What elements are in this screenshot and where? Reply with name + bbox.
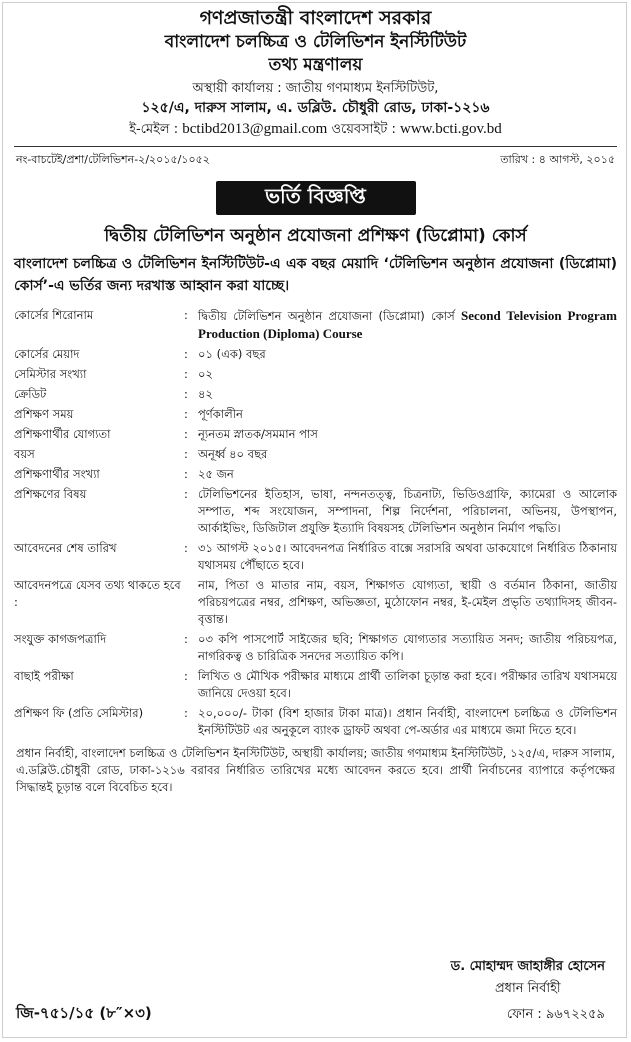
detail-row-age: বয়স : অনূর্ধ্ব ৪০ বছর	[14, 443, 617, 463]
email-label: ই-মেইল :	[129, 122, 179, 137]
detail-value: ২০,০০০/- টাকা (বিশ হাজার টাকা মাত্র)। প্রধান নির্বাহী, বাংলাদেশ চলচ্চিত্র ও টেলিভিশন ইনস্টিটিউট এর অনুকূলে ব্যাংক ড্রাফট অথবা পে-অর্ডার এর মাধ্যমে জমা দিতে হবে।	[198, 706, 617, 737]
detail-row-fee: প্রশিক্ষণ ফি (প্রতি সেমিস্টার) : ২০,০০০/- টাকা (বিশ হাজার টাকা মাত্র)। প্রধান নির্বাহী, বাংলাদেশ চলচ্চিত্র ও টেলিভিশন ইনস্টিটিউট এর অনুকূলে ব্যাংক ড্রাফট অথবা পে-অর্ডার এর মাধ্যমে জমা দিতে হবে।	[14, 702, 617, 739]
institute-name: বাংলাদেশ চলচ্চিত্র ও টেলিভিশন ইনস্টিটিউট	[164, 32, 467, 52]
detail-key: প্রশিক্ষণার্থীর সংখ্যা	[14, 467, 100, 481]
detail-key: আবেদনের শেষ তারিখ	[14, 541, 117, 555]
government-title: গণপ্রজাতন্ত্রী বাংলাদেশ সরকার	[199, 7, 432, 29]
detail-value: লিখিত ও মৌখিক পরীক্ষার মাধ্যমে প্রার্থী তালিকা চূড়ান্ত করা হবে। পরীক্ষার তারিখ যথাসময়ে জানিয়ে দেওয়া হবে।	[198, 669, 617, 700]
course-details-table	[14, 307, 617, 739]
detail-row-title: কোর্সের শিরোনাম : দ্বিতীয় টেলিভিশন অনুষ্ঠান প্রযোজনা (ডিপ্লোমা) কোর্স Second Television Program Production (Diploma) Course	[14, 308, 618, 341]
memo-number: নং-বাচটেই/প্রশা/টেলিভিশন-২/২০১৫/১০৫২	[16, 153, 210, 166]
letterhead	[14, 6, 617, 140]
detail-key: ক্রেডিট	[14, 387, 47, 401]
course-title: দ্বিতীয় টেলিভিশন অনুষ্ঠান প্রযোজনা প্রশিক্ষণ (ডিপ্লোমা) কোর্স	[104, 226, 527, 246]
detail-key: প্রশিক্ষণ সময়	[14, 407, 74, 421]
detail-key: প্রশিক্ষণার্থীর যোগ্যতা	[14, 427, 111, 441]
office-address-line2: ১২৫/এ, দারুস সালাম, এ. ডব্লিউ. চৌধুরী রোড, ঢাকা-১২১৬	[141, 100, 490, 116]
detail-value: পূর্ণকালীন	[198, 407, 243, 421]
detail-key: প্রশিক্ষণ ফি (প্রতি সেমিস্টার)	[14, 706, 144, 720]
detail-row-qualification: প্রশিক্ষণার্থীর যোগ্যতা : ন্যূনতম স্নাতক/সমমান পাস	[14, 423, 617, 443]
detail-key: প্রশিক্ষণের বিষয়	[14, 487, 87, 501]
detail-value: ০১ (এক) বছর	[198, 347, 266, 361]
website-label: ওয়েবসাইট :	[331, 122, 396, 137]
reference-line	[14, 151, 617, 169]
detail-value-english: Second Television Program Production (Diploma) Course	[198, 308, 618, 341]
ad-code: জি-৭৫১/১৫ (৮″×৩)	[16, 1004, 152, 1022]
detail-row-credit: ক্রেডিট : ৪২	[14, 383, 617, 403]
detail-key: বয়স	[14, 447, 35, 461]
detail-key: আবেদনপত্রে যেসব তথ্য থাকতে হবে :	[14, 578, 181, 609]
detail-value: ৩১ আগস্ট ২০১৫। আবেদনপত্র নির্ধারিত বাক্সে সরাসরি অথবা ডাকযোগে নির্ধারিত ঠিকানায় যথাসময় পৌঁছাতে হবে।	[198, 541, 617, 572]
intro-paragraph: বাংলাদেশ চলচ্চিত্র ও টেলিভিশন ইনস্টিটিউট-এ এক বছর মেয়াদি ‘টেলিভিশন অনুষ্ঠান প্রযোজনা (ডিপ্লোমা) কোর্স’-এ ভর্তির জন্য দরখাস্ত আহ্বান করা যাচ্ছে।	[14, 256, 617, 294]
detail-row-subjects: প্রশিক্ষণের বিষয় : টেলিভিশনের ইতিহাস, ভাষা, নন্দনতত্ত্ব, চিত্রনাট্য, ভিডিওগ্রাফি, ক্যামেরা ও আলোক সম্পাত, শব্দ সংযোজন, সম্পাদনা, শিল্প নির্দেশনা, পরিচালনা, অভিনয়, উপস্থাপন, আর্কাইভিং, ডিজিটাল প্রযুক্তি ইত্যাদি বিষয়সহ টেলিভিশন অনুষ্ঠান নির্মাণ পদ্ধতি।	[14, 483, 617, 537]
detail-value: ০২	[198, 367, 213, 381]
detail-value: নাম, পিতা ও মাতার নাম, বয়স, শিক্ষাগত যোগ্যতা, স্থায়ী ও বর্তমান ঠিকানা, জাতীয় পরিচয়পত্রের নম্বর, প্রশিক্ষণ, অভিজ্ঞতা, মুঠোফোন নম্বর, ই-মেইল প্রভৃতি তথ্যাদিসহ জীবন-বৃত্তান্ত।	[198, 578, 617, 626]
phone-number: ফোন : ৯৬৭২২৫৯	[506, 1007, 605, 1022]
closing-paragraph: প্রধান নির্বাহী, বাংলাদেশ চলচ্চিত্র ও টেলিভিশন ইনস্টিটিউট, অস্থায়ী কার্যালয়; জাতীয় গণমাধ্যম ইনস্টিটিউট, ১২৫/এ, দারুস সালাম, এ.ডব্লিউ.চৌধুরী রোড, ঢাকা-১২১৬ বরাবর নির্ধারিত তারিখের মধ্যে আবেদন করতে হবে। প্রার্থী নির্বাচনের ব্যাপারে কর্তৃপক্ষের সিদ্ধান্তই চূড়ান্ত বলে বিবেচিত হবে।	[16, 746, 615, 794]
detail-value: ২৫ জন	[198, 467, 234, 481]
detail-value: দ্বিতীয় টেলিভিশন অনুষ্ঠান প্রযোজনা (ডিপ্লোমা) কোর্স	[198, 309, 455, 323]
detail-value: টেলিভিশনের ইতিহাস, ভাষা, নন্দনতত্ত্ব, চিত্রনাট্য, ভিডিওগ্রাফি, ক্যামেরা ও আলোক সম্পাত, শব্দ সংযোজন, সম্পাদনা, শিল্প নির্দেশনা, পরিচালনা, অভিনয়, উপস্থাপন, আর্কাইভিং, ডিজিটাল প্রযুক্তি ইত্যাদি বিষয়সহ টেলিভিশন অনুষ্ঠান নির্মাণ পদ্ধতি।	[198, 487, 617, 535]
detail-key: কোর্সের মেয়াদ	[14, 347, 80, 361]
detail-row-deadline: আবেদনের শেষ তারিখ : ৩১ আগস্ট ২০১৫। আবেদনপত্র নির্ধারিত বাক্সে সরাসরি অথবা ডাকযোগে নির্ধারিত ঠিকানায় যথাসময় পৌঁছাতে হবে।	[14, 537, 617, 574]
office-address-line1: অস্থায়ী কার্যালয় : জাতীয় গণমাধ্যম ইনস্টিটিউট,	[192, 81, 439, 96]
memo-date: তারিখ : ৪ আগস্ট, ২০১৫	[500, 153, 615, 166]
contact-line	[14, 119, 617, 140]
header-divider	[14, 146, 617, 147]
detail-value: ০৩ কপি পাসপোর্ট সাইজের ছবি; শিক্ষাগত যোগ্যতার সত্যায়িত সনদ; জাতীয় পরিচয়পত্র, নাগরিকত্ব ও চারিত্রিক সনদের সত্যায়িত কপি।	[198, 632, 617, 663]
detail-value: ন্যূনতম স্নাতক/সমমান পাস	[198, 427, 318, 441]
detail-row-trainee-count: প্রশিক্ষণার্থীর সংখ্যা : ২৫ জন	[14, 463, 617, 483]
detail-key: বাছাই পরীক্ষা	[14, 669, 74, 683]
detail-key: সংযুক্ত কাগজপত্রাদি	[14, 632, 107, 646]
detail-row-application-info	[14, 574, 617, 628]
detail-row-attachments: সংযুক্ত কাগজপত্রাদি : ০৩ কপি পাসপোর্ট সাইজের ছবি; শিক্ষাগত যোগ্যতার সত্যায়িত সনদ; জাতীয় পরিচয়পত্র, নাগরিকত্ব ও চারিত্রিক সনদের সত্যায়িত কপি।	[14, 628, 617, 665]
signatory-name: ড. মোহাম্মদ জাহাঙ্গীর হোসেন	[450, 959, 605, 974]
admission-notice-banner: ভর্তি বিজ্ঞপ্তি	[216, 181, 416, 215]
detail-key: সেমিস্টার সংখ্যা	[14, 367, 87, 381]
detail-value: ৪২	[198, 387, 213, 401]
website-address: www.bcti.gov.bd	[400, 121, 502, 137]
detail-key: কোর্সের শিরোনাম	[14, 308, 94, 322]
detail-row-semesters: সেমিস্টার সংখ্যা : ০২	[14, 363, 617, 383]
email-address: bctibd2013@gmail.com	[182, 121, 328, 137]
detail-row-time: প্রশিক্ষণ সময় : পূর্ণকালীন	[14, 403, 617, 423]
ministry-name: তথ্য মন্ত্রণালয়	[268, 55, 363, 75]
detail-row-duration: কোর্সের মেয়াদ : ০১ (এক) বছর	[14, 343, 617, 363]
footer	[16, 1002, 605, 1027]
signatory-designation: প্রধান নির্বাহী	[494, 981, 561, 996]
detail-value: অনূর্ধ্ব ৪০ বছর	[198, 447, 268, 461]
signature-block	[451, 956, 605, 1000]
detail-row-selection-exam: বাছাই পরীক্ষা : লিখিত ও মৌখিক পরীক্ষার মাধ্যমে প্রার্থী তালিকা চূড়ান্ত করা হবে। পরীক্ষার তারিখ যথাসময়ে জানিয়ে দেওয়া হবে।	[14, 665, 617, 702]
